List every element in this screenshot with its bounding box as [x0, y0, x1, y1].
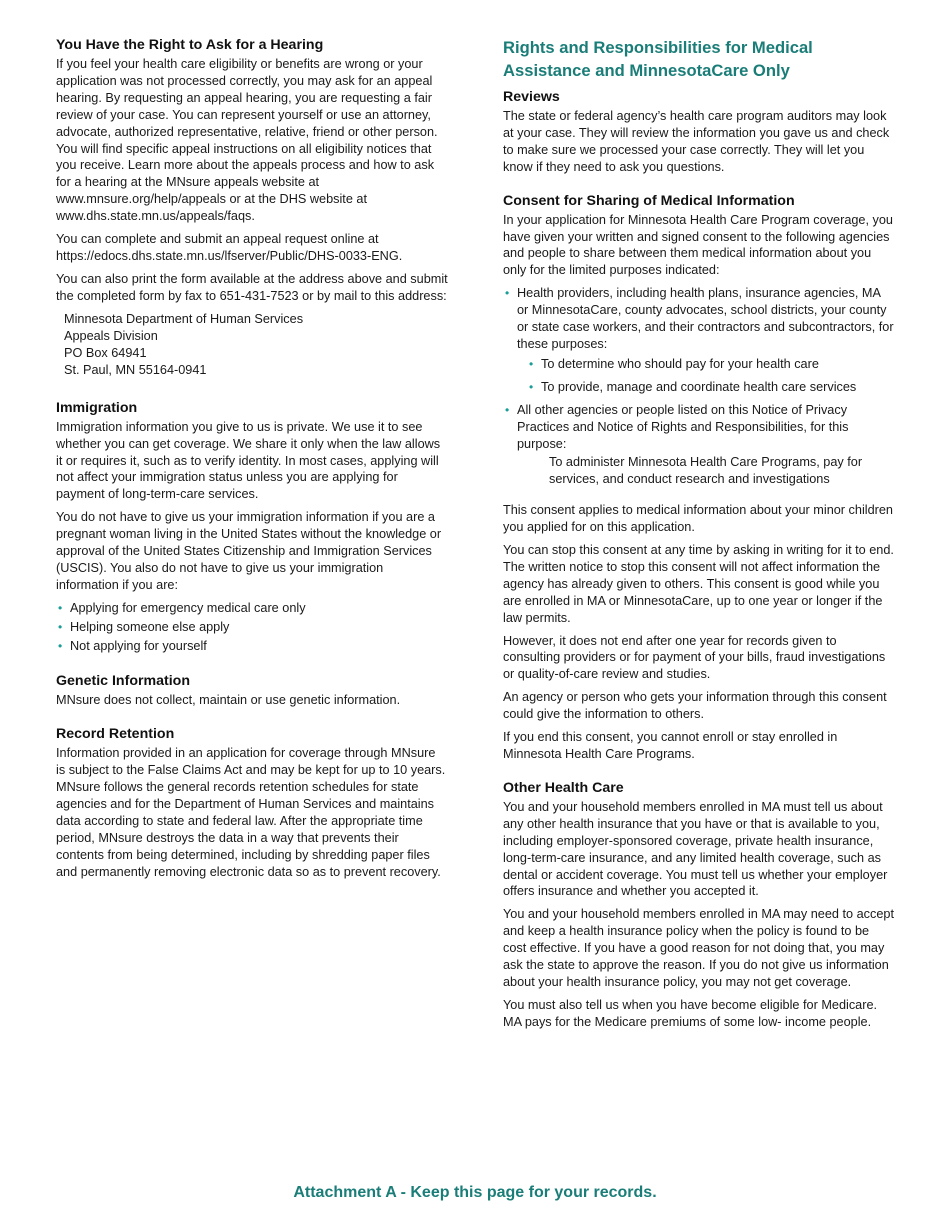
hearing-paragraph-1: If you feel your health care eligibility or benefits are wrong or your application was not processed correctly, you may ask for an appeal hearing. By requesting an appeal hearing, you are requesting a fair review of your case. You can represent yourself or use an attorney, advocate, authorized representative, relative, friend or other person. You will find specific appeal instructions on all eligibility notices that you receive. Learn more about the appeals process and how to ask for a hearing at the MNsure appeals website at www.mnsure.org/help/appeals or at the DHS website at www.dhs.state.mn.us/appeals/faqs.	[56, 57, 438, 224]
other-paragraph-3: You must also tell us when you have become eligible for Medicare. MA pays for the Medicare premiums of some low- income people.	[503, 997, 878, 1029]
consent-paragraph-6: If you end this consent, you cannot enroll or stay enrolled in Minnesota Health Care Programs.	[503, 730, 838, 761]
genetic-paragraph: MNsure does not collect, maintain or use genetic information.	[56, 693, 401, 708]
purposes-sublist	[517, 356, 895, 396]
immigration-heading: Immigration	[56, 399, 138, 416]
list-item-text: Health providers, including health plans, insurance agencies, MA or MinnesotaCare, county advocates, school districts, your county or state case workers, and their contractors and subcontractors, for these purposes:	[517, 286, 894, 351]
consent-paragraph-1: In your application for Minnesota Health Care Program coverage, you have given your written and signed consent to the following agencies and people to share between them medical information about you only for the limited purposes indicated:	[503, 212, 893, 278]
other-paragraph-1: You and your household members enrolled in MA must tell us about any other health insurance that you have or that is available to you, including employer-sponsored coverage, private health insurance, long-term-care insurance, and any limited health coverage, such as dental or accident coverage. You must tell us whether your employer offers insurance and whether you accepted it.	[503, 799, 888, 899]
hearing-paragraph-2: You can complete and submit an appeal request online at https://edocs.dhs.state.mn.us/lfserver/Public/DHS-0033-ENG.	[56, 232, 403, 263]
hearing-heading: You Have the Right to Ask for a Hearing	[56, 37, 324, 53]
consent-paragraph-3: You can stop this consent at any time by asking in writing for it to end. The written notice to stop this consent will not affect information the agency has already given to others. This consent is good while you are enrolled in MA or MinnesotaCare, up to one year or longer if the law permits.	[503, 543, 894, 625]
list-item	[503, 402, 895, 489]
purpose-indented-text: To administer Minnesota Health Care Programs, pay for services, and conduct research and investigations	[549, 455, 863, 487]
list-item: • Helping someone else apply	[56, 619, 448, 636]
address-line: St. Paul, MN 55164-0941	[64, 362, 207, 377]
address-line: Minnesota Department of Human Services	[64, 311, 304, 326]
address-line: Appeals Division	[64, 328, 158, 343]
consent-paragraph-2: This consent applies to medical information about your minor children you applied for on this application.	[503, 503, 893, 535]
other-health-care-heading: Other Health Care	[503, 779, 624, 796]
list-item: • Applying for emergency medical care only	[56, 600, 448, 617]
retention-heading: Record Retention	[56, 726, 175, 743]
list-item: • To determine who should pay for your health care	[527, 356, 895, 373]
right-column	[503, 36, 895, 1037]
footer-note: Attachment A - Keep this page for your records.	[293, 1184, 657, 1201]
list-item	[503, 285, 895, 395]
consent-heading: Consent for Sharing of Medical Information	[503, 192, 795, 209]
immigration-paragraph-2: You do not have to give us your immigration information if you are a pregnant woman living in the United States without the knowledge or approval of the United States Citizenship and Immigration Services (USCIS). You also do not have to give us your immigration information if you are:	[56, 510, 442, 592]
hearing-paragraph-3: You can also print the form available at the address above and submit the completed form by fax to 651-431-7523 or by mail to this address:	[56, 271, 448, 303]
reviews-paragraph: The state or federal agency’s health care program auditors may look at your case. They will review the information you gave us and check to make sure we processed your case correctly. They will let you know if they need to ask you questions.	[503, 109, 890, 174]
other-paragraph-2: You and your household members enrolled in MA may need to accept and keep a health insurance policy when the policy is found to be cost effective. If you have a good reason for not doing that, you may ask the state to approve the reason. If you do not give us information about your health insurance policy, you may not get coverage.	[503, 907, 894, 989]
list-item: • To provide, manage and coordinate health care services	[527, 379, 895, 396]
left-column	[56, 36, 448, 887]
consent-paragraph-5: An agency or person who gets your information through this consent could give the information to others.	[503, 690, 887, 722]
retention-paragraph: Information provided in an application for coverage through MNsure is subject to the False Claims Act and may be kept for up to 10 years. MNsure follows the general records retention schedules for state agencies and for the Department of Human Services and maintains data according to state and federal law. After the appropriate time period, MNsure destroys the data in a way that prevents their contents from being determined, including by shredding paper files and permanently removing electronic data so as to prevent recovery.	[56, 746, 446, 879]
address-line: PO Box 64941	[64, 345, 147, 360]
immigration-exceptions-list	[56, 600, 448, 655]
mailing-address	[64, 311, 448, 379]
immigration-paragraph-1: Immigration information you give to us is private. We use it to see whether you can get coverage. We share it only when the law allows it or requires it, such as to verify identity. In most cases, applying will not affect your immigration status unless you are applying for payment of long-term-care services.	[56, 419, 441, 502]
consent-paragraph-4: However, it does not end after one year for records given to consulting providers or for payment of your bills, fraud investigations or quality-of-care review and studies.	[503, 633, 886, 682]
genetic-heading: Genetic Information	[56, 673, 191, 690]
list-item-text: All other agencies or people listed on this Notice of Privacy Practices and Notice of Rights and Responsibilities, for this purpose:	[517, 402, 849, 451]
reviews-heading: Reviews	[503, 89, 560, 105]
list-item: • Not applying for yourself	[56, 638, 448, 655]
consent-parties-list	[503, 285, 895, 488]
page-title: Rights and Responsibilities for Medical Assistance and MinnesotaCare Only	[503, 38, 813, 80]
